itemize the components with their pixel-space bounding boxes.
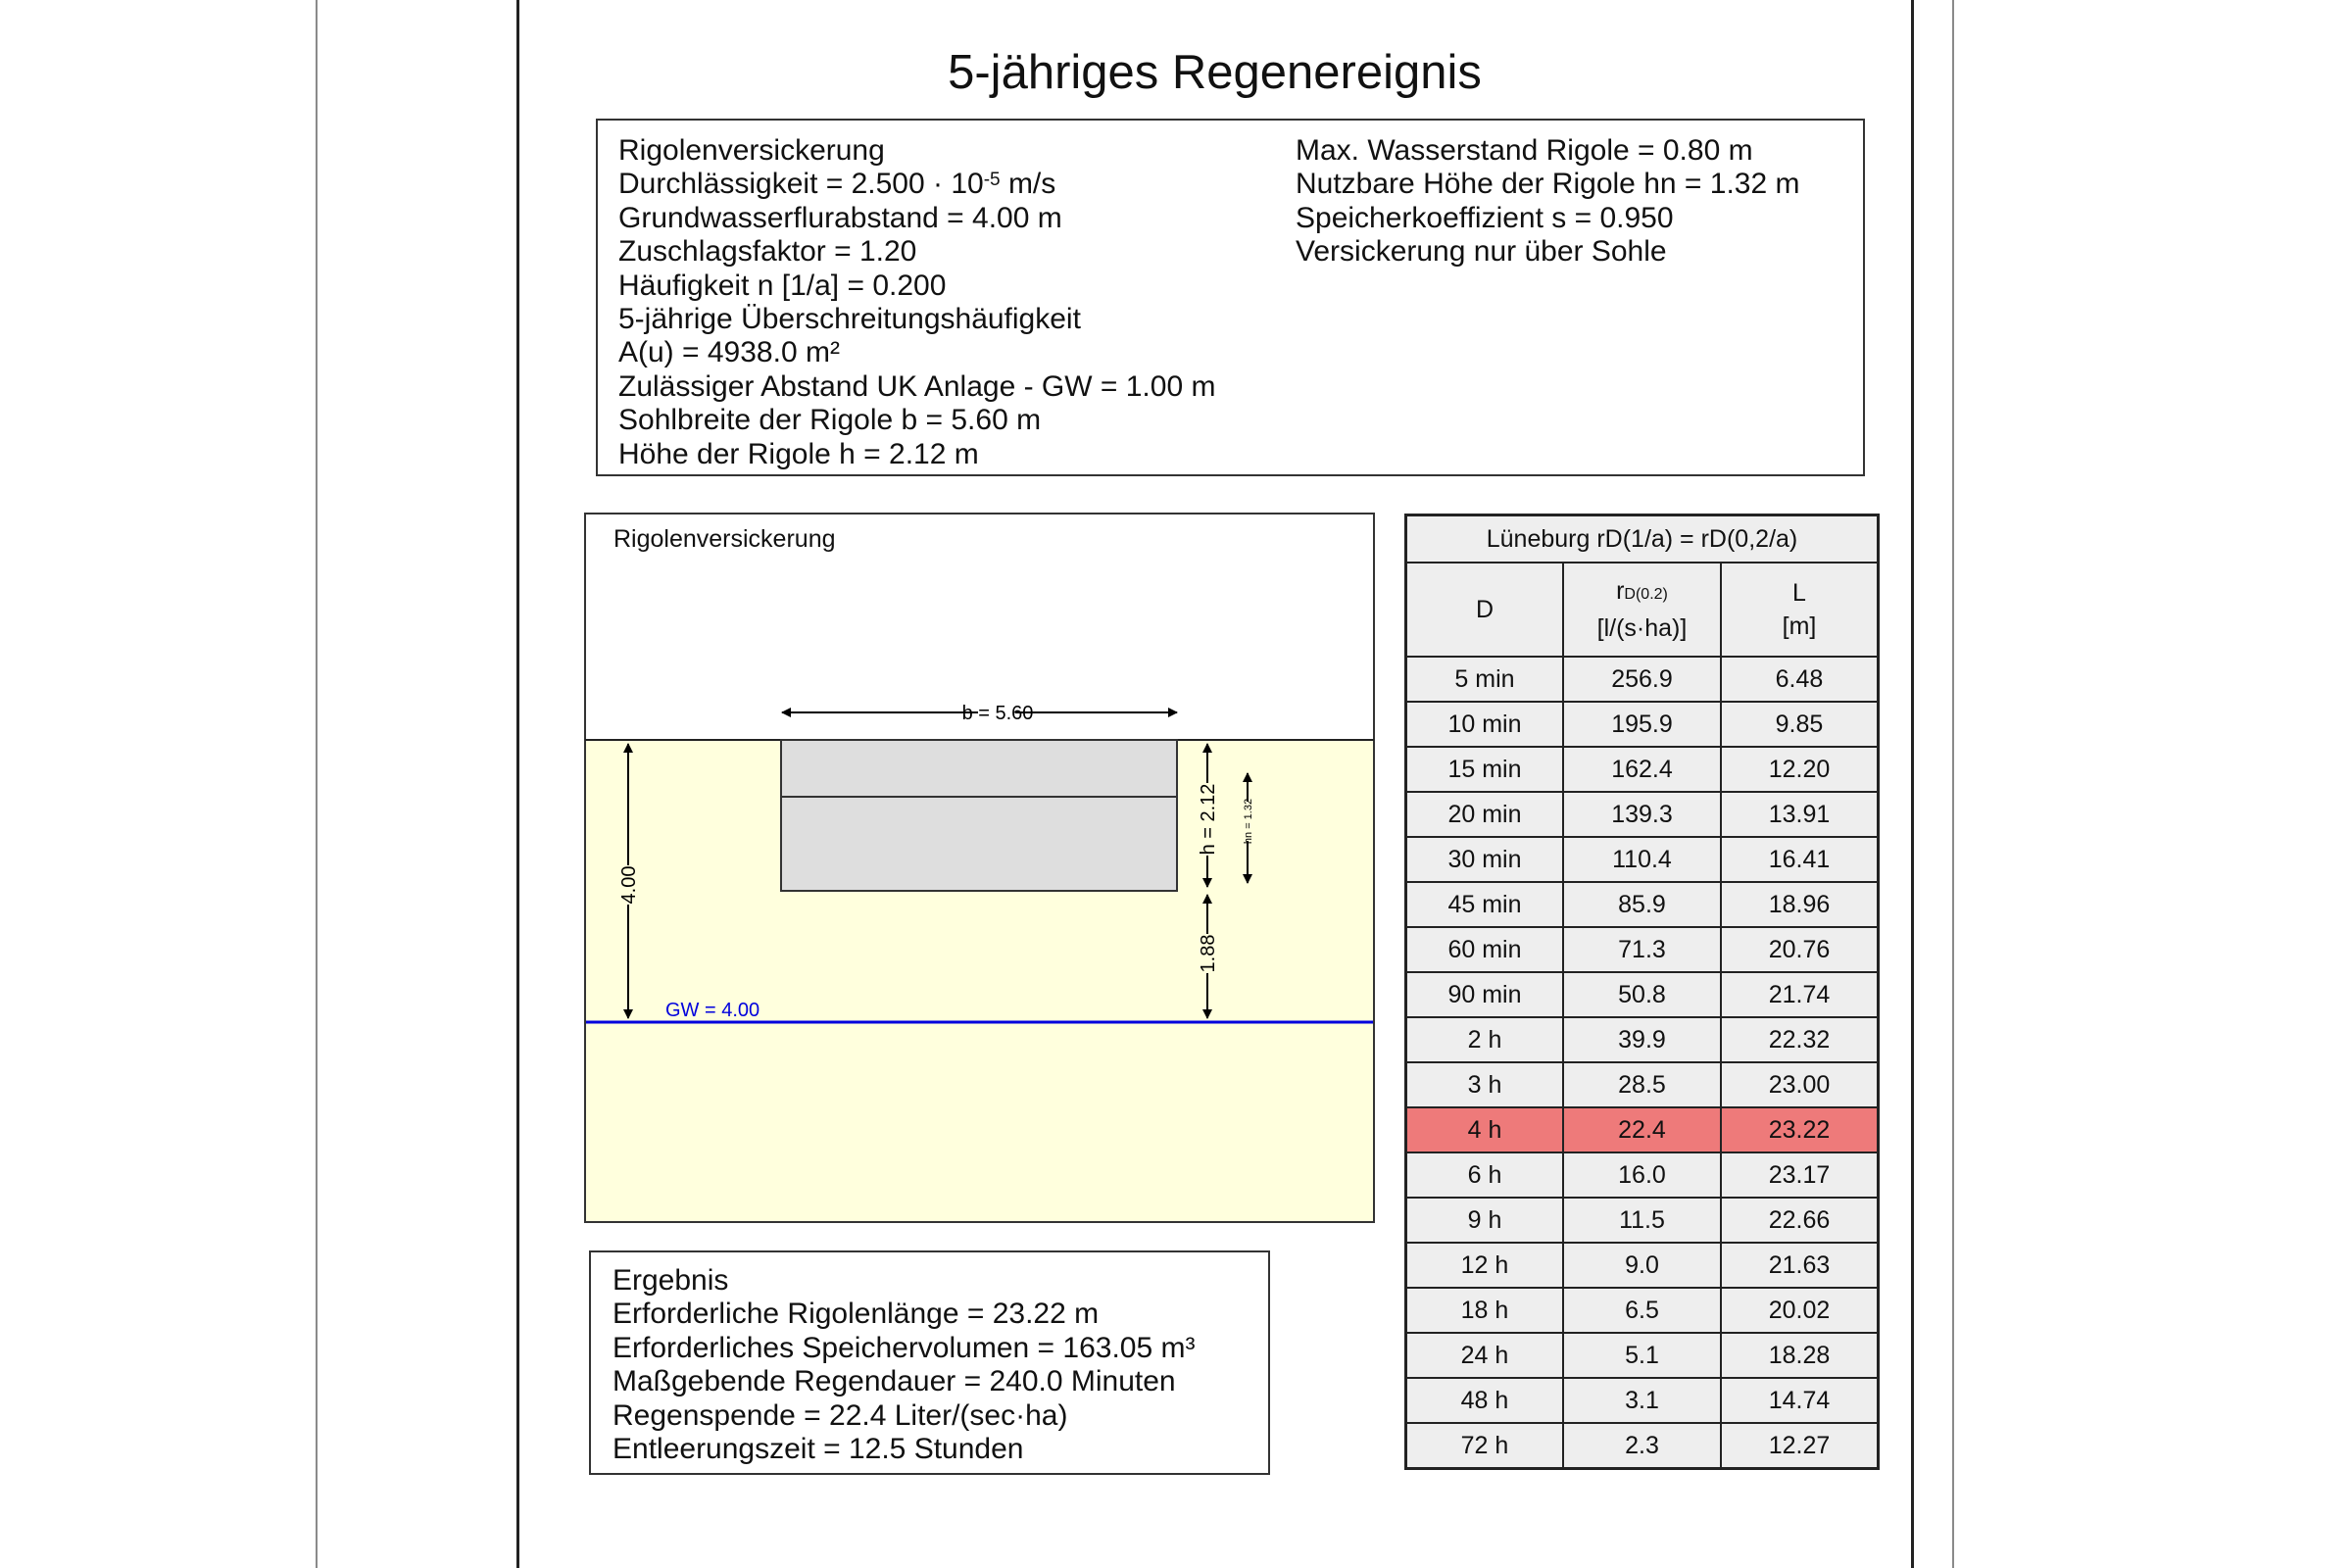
table-row xyxy=(1406,1378,1879,1423)
parameter-line: Sohlbreite der Rigole b = 5.60 m xyxy=(618,404,1042,437)
cell-d: 3 h xyxy=(1406,1062,1564,1107)
cell-r: 39.9 xyxy=(1563,1017,1721,1062)
cell-d: 30 min xyxy=(1406,837,1564,882)
header-r-unit: [l/(s·ha)] xyxy=(1596,614,1688,642)
cell-l: 22.66 xyxy=(1721,1198,1879,1243)
parameter-list-left xyxy=(618,134,1215,471)
column-header-duration xyxy=(1406,563,1564,657)
cell-d: 90 min xyxy=(1406,972,1564,1017)
permeability-unit: m/s xyxy=(1000,168,1056,201)
cell-d: 2 h xyxy=(1406,1017,1564,1062)
rain-intensity-table-container xyxy=(1404,514,1880,1470)
cell-d: 4 h xyxy=(1406,1107,1564,1152)
cell-d: 12 h xyxy=(1406,1243,1564,1288)
cell-l: 18.96 xyxy=(1721,882,1879,927)
table-row xyxy=(1406,882,1879,927)
cell-l: 13.91 xyxy=(1721,792,1879,837)
parameter-line: Zulässiger Abstand UK Anlage - GW = 1.00 m xyxy=(618,369,1216,403)
cell-l: 23.00 xyxy=(1721,1062,1879,1107)
cell-r: 9.0 xyxy=(1563,1243,1721,1288)
cell-d: 48 h xyxy=(1406,1378,1564,1423)
cell-r: 22.4 xyxy=(1563,1107,1721,1152)
cell-r: 16.0 xyxy=(1563,1152,1721,1198)
page-border-right xyxy=(1911,0,1914,1568)
result-line: Maßgebende Regendauer = 240.0 Minuten xyxy=(612,1365,1176,1398)
cell-l: 18.28 xyxy=(1721,1333,1879,1378)
width-label: b = 5.60 xyxy=(961,703,1034,724)
cell-r: 162.4 xyxy=(1563,747,1721,792)
parameter-line: Versickerung nur über Sohle xyxy=(1296,235,1667,269)
parameter-line: A(u) = 4938.0 m² xyxy=(618,336,840,369)
header-l-unit: [m] xyxy=(1782,612,1817,640)
cell-d: 20 min xyxy=(1406,792,1564,837)
table-row xyxy=(1406,972,1879,1017)
cell-l: 20.76 xyxy=(1721,927,1879,972)
table-row xyxy=(1406,1243,1879,1288)
parameter-line: Höhe der Rigole h = 2.12 m xyxy=(618,437,979,470)
cell-l: 14.74 xyxy=(1721,1378,1879,1423)
table-row xyxy=(1406,1423,1879,1469)
cell-r: 11.5 xyxy=(1563,1198,1721,1243)
page-edge-right xyxy=(1952,0,1954,1568)
cell-l: 12.20 xyxy=(1721,747,1879,792)
groundwater-label: GW = 4.00 xyxy=(665,1000,760,1021)
result-line: Entleerungszeit = 12.5 Stunden xyxy=(612,1433,1024,1466)
cell-d: 9 h xyxy=(1406,1198,1564,1243)
diagram-title: Rigolenversickerung xyxy=(613,525,836,553)
cell-d: 60 min xyxy=(1406,927,1564,972)
cell-r: 71.3 xyxy=(1563,927,1721,972)
cell-r: 5.1 xyxy=(1563,1333,1721,1378)
cell-r: 3.1 xyxy=(1563,1378,1721,1423)
cell-l: 20.02 xyxy=(1721,1288,1879,1333)
table-row xyxy=(1406,747,1879,792)
rigole-upper-part xyxy=(781,740,1177,797)
cell-d: 45 min xyxy=(1406,882,1564,927)
cell-l: 23.22 xyxy=(1721,1107,1879,1152)
permeability-exponent: -5 xyxy=(983,170,1001,191)
parameter-line: Häufigkeit n [1/a] = 0.200 xyxy=(618,269,947,302)
cell-r: 195.9 xyxy=(1563,702,1721,747)
parameter-box xyxy=(596,119,1865,476)
cell-d: 15 min xyxy=(1406,747,1564,792)
parameter-line: Max. Wasserstand Rigole = 0.80 m xyxy=(1296,134,1753,167)
cell-d: 6 h xyxy=(1406,1152,1564,1198)
table-row xyxy=(1406,657,1879,702)
table-row xyxy=(1406,702,1879,747)
parameter-line: Rigolenversickerung xyxy=(618,134,885,167)
cell-l: 12.27 xyxy=(1721,1423,1879,1469)
depth-label: 4.00 xyxy=(618,865,640,905)
parameter-line: 5-jährige Überschreitungshäufigkeit xyxy=(618,303,1081,336)
table-row xyxy=(1406,1062,1879,1107)
table-row xyxy=(1406,1288,1879,1333)
parameter-line: Nutzbare Höhe der Rigole hn = 1.32 m xyxy=(1296,168,1800,201)
result-heading: Ergebnis xyxy=(612,1264,729,1297)
cell-l: 9.85 xyxy=(1721,702,1879,747)
cell-l: 6.48 xyxy=(1721,657,1879,702)
result-list xyxy=(612,1264,1195,1466)
cell-l: 16.41 xyxy=(1721,837,1879,882)
cell-d: 18 h xyxy=(1406,1288,1564,1333)
cell-l: 23.17 xyxy=(1721,1152,1879,1198)
header-r-subscript: D(0.2) xyxy=(1624,586,1668,603)
cell-r: 2.3 xyxy=(1563,1423,1721,1469)
table-row xyxy=(1406,1333,1879,1378)
cell-r: 28.5 xyxy=(1563,1062,1721,1107)
page-edge-left xyxy=(316,0,318,1568)
result-line: Erforderliche Rigolenlänge = 23.22 m xyxy=(612,1298,1100,1331)
rigole-storage-part xyxy=(781,797,1177,891)
cell-d: 10 min xyxy=(1406,702,1564,747)
header-l-label: L xyxy=(1792,579,1806,607)
rigole-cross-section-diagram xyxy=(584,513,1375,1223)
distance-label: 1.88 xyxy=(1198,934,1219,973)
height-label: h = 2.12 xyxy=(1198,783,1219,856)
table-row xyxy=(1406,927,1879,972)
cell-l: 21.63 xyxy=(1721,1243,1879,1288)
cell-d: 24 h xyxy=(1406,1333,1564,1378)
parameter-line: Grundwasserflurabstand = 4.00 m xyxy=(618,201,1062,234)
parameter-line-permeability xyxy=(618,168,1215,201)
parameter-line: Speicherkoeffizient s = 0.950 xyxy=(1296,201,1674,234)
permeability-value: Durchlässigkeit = 2.500 · 10 xyxy=(618,168,984,201)
cell-d: 72 h xyxy=(1406,1423,1564,1469)
result-box xyxy=(589,1250,1270,1475)
usable-height-label: hn = 1.32 xyxy=(1243,798,1254,845)
table-row xyxy=(1406,1198,1879,1243)
cell-l: 21.74 xyxy=(1721,972,1879,1017)
header-d-label: D xyxy=(1475,596,1494,623)
header-r-label: r xyxy=(1616,577,1625,605)
cell-r: 256.9 xyxy=(1563,657,1721,702)
column-header-length xyxy=(1721,563,1879,657)
column-header-rain-intensity xyxy=(1563,563,1721,657)
cell-r: 50.8 xyxy=(1563,972,1721,1017)
cell-r: 110.4 xyxy=(1563,837,1721,882)
cell-r: 85.9 xyxy=(1563,882,1721,927)
table-row xyxy=(1406,1017,1879,1062)
table-caption: Lüneburg rD(1/a) = rD(0,2/a) xyxy=(1406,515,1879,564)
result-line: Erforderliches Speichervolumen = 163.05 m³ xyxy=(612,1331,1196,1364)
result-line: Regenspende = 22.4 Liter/(sec·ha) xyxy=(612,1398,1068,1432)
table-row xyxy=(1406,1152,1879,1198)
rain-intensity-table xyxy=(1404,514,1880,1470)
table-row xyxy=(1406,837,1879,882)
cell-r: 139.3 xyxy=(1563,792,1721,837)
table-row xyxy=(1406,792,1879,837)
page-border-left xyxy=(516,0,519,1568)
cell-l: 22.32 xyxy=(1721,1017,1879,1062)
cell-d: 5 min xyxy=(1406,657,1564,702)
cell-r: 6.5 xyxy=(1563,1288,1721,1333)
parameter-line: Zuschlagsfaktor = 1.20 xyxy=(618,235,917,269)
page-title: 5-jähriges Regenereignis xyxy=(948,46,1482,99)
parameter-list-right xyxy=(1296,134,1799,270)
table-row xyxy=(1406,1107,1879,1152)
